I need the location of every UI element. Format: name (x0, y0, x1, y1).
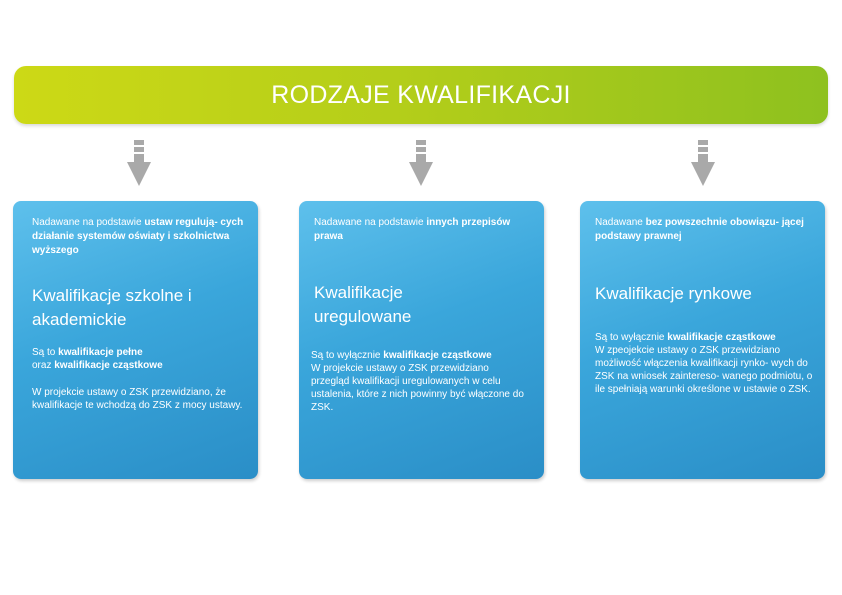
card-title: Kwalifikacje rynkowe (595, 284, 752, 303)
down-arrow-icon (409, 140, 433, 186)
card-body (32, 346, 247, 412)
card-intro (595, 216, 817, 244)
banner-title: RODZAJE KWALIFIKACJI (271, 80, 571, 109)
down-arrow-icon (127, 140, 151, 186)
body-bold-text: kwalifikacje cząstkowe (667, 332, 776, 343)
intro-text: Nadawane na podstawie (32, 217, 145, 228)
body-text: Są to wyłącznie (311, 350, 384, 361)
card-body (311, 349, 526, 414)
body-bold-text: kwalifikacje cząstkowe (383, 350, 492, 361)
card-regulated-qualifications (299, 201, 544, 479)
card-title: Kwalifikacje szkolne i akademickie (32, 286, 192, 329)
card-market-qualifications (580, 201, 825, 479)
header-banner (14, 66, 828, 124)
intro-bold-text: innych przepisów prawa (314, 217, 511, 242)
body-text: oraz (32, 360, 55, 371)
card-intro (314, 216, 536, 244)
card-note: W projekcie ustawy o ZSK przewidziano, że kwalifikacje te wchodzą do ZSK z mocy ustawy. (32, 387, 243, 411)
card-body (595, 331, 817, 396)
card-note: W zpeojekcie ustawy o ZSK przewidziano możliwość włączenia kwalifikacji rynko- wych do ZSK na wniosek zaintereso- wanego podmiotu, o ile spełniają warunki określone w ustawie o ZSK. (595, 345, 813, 395)
body-text: Są to (32, 347, 59, 358)
down-arrow-icon (691, 140, 715, 186)
card-title: Kwalifikacje uregulowane (314, 283, 412, 326)
intro-bold-text: ustaw regulują- cych działanie systemów oświaty i szkolnictwa wyższego (32, 217, 244, 256)
body-bold-text: kwalifikacje cząstkowe (54, 360, 163, 371)
card-school-qualifications (13, 201, 258, 479)
card-note: W projekcie ustawy o ZSK przewidziano przegląd kwalifikacji uregulowanych w celu ustalenia, które z nich powinny być włączone do ZSK. (311, 363, 524, 413)
body-bold-text: kwalifikacje pełne (58, 347, 143, 358)
card-intro (32, 216, 248, 258)
body-text: Są to wyłącznie (595, 332, 668, 343)
intro-text: Nadawane (595, 217, 646, 228)
intro-bold-text: bez powszechnie obowiązu- jącej podstawy prawnej (595, 217, 804, 242)
intro-text: Nadawane na podstawie (314, 217, 427, 228)
